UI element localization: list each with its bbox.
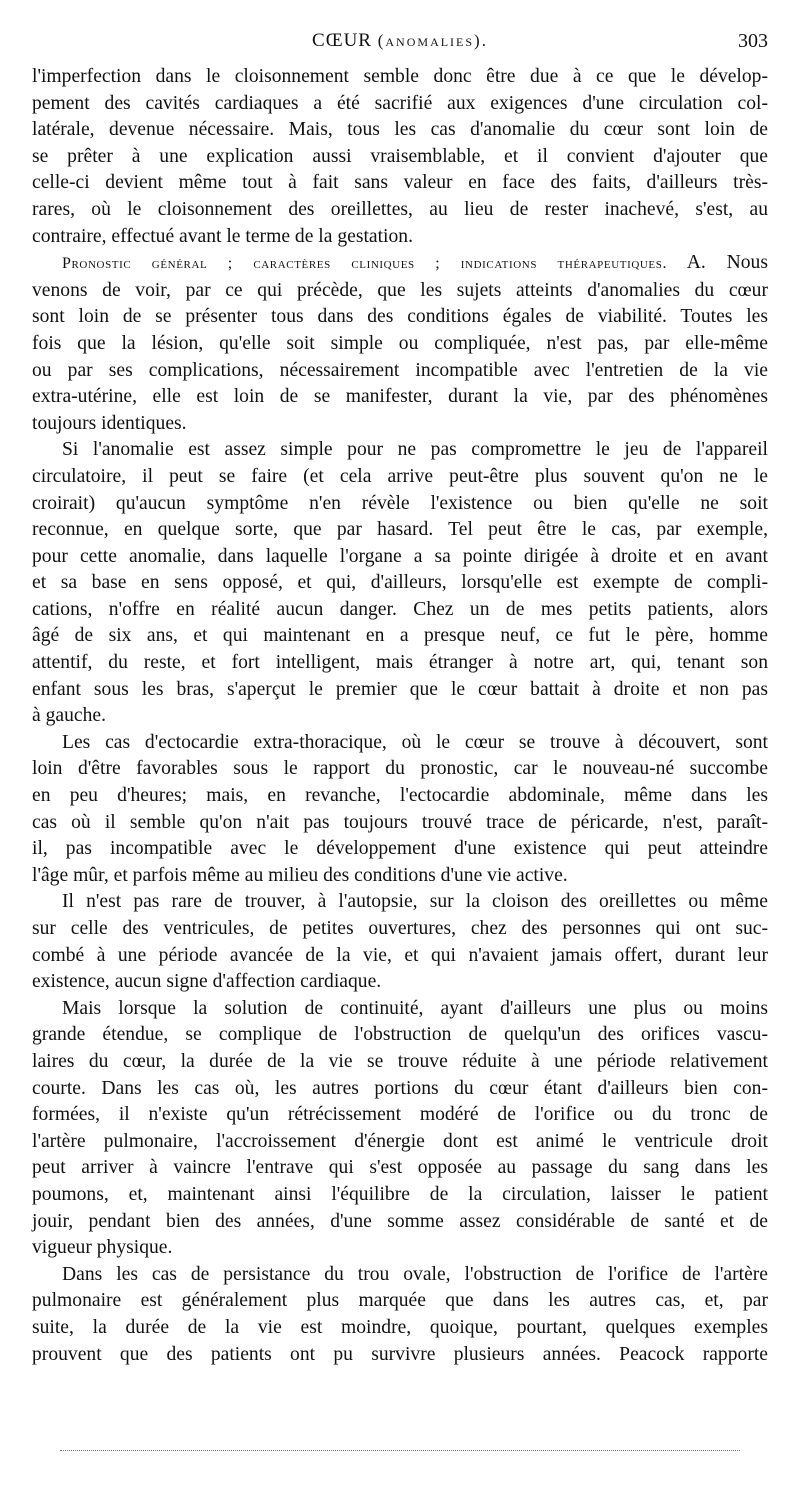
text-line: prouvent que des patients ont pu survivre plusieurs années. Peacock rapporte [32,1343,768,1365]
text-line: existence, aucun signe d'affection cardiaque. [32,971,382,993]
text-line: reconnue, en quelque sorte, que par hasard. Tel peut être le cas, par exemple, [32,519,768,541]
text-line: grande étendue, se complique de l'obstruction de quelqu'un des orifices vascu- [32,1024,768,1046]
text-line: Il n'est pas rare de trouver, à l'autopsie, sur la cloison des oreillettes ou même [62,891,768,913]
text-line: peut arriver à vaincre l'entrave qui s'est opposée au passage du sang dans les [32,1157,768,1179]
running-title [32,30,768,52]
text-line: extra-utérine, elle est loin de se manifester, durant la vie, par des phénomènes [32,386,768,408]
text-line: vigueur physique. [32,1237,173,1259]
text-line: formées, il n'existe qu'un rétrécissement modéré de l'orifice ou du tronc de [32,1104,768,1126]
body-text [32,64,768,1368]
text-line: combé à une période avancée de la vie, et qui n'avaient jamais offert, durant leur [32,944,768,966]
text-line: courte. Dans les cas où, les autres portions du cœur étant d'ailleurs bien con- [32,1077,768,1099]
text-line: loin d'être favorables sous le rapport du pronostic, car le nouveau-né succombe [32,758,768,780]
text-line: sont loin de se présenter tous dans des conditions égales de viabilité. Toutes les [32,306,768,328]
text-line: pulmonaire est généralement plus marquée que dans les autres cas, et, par [32,1290,768,1312]
text-line: suite, la durée de la vie est moindre, quoique, pourtant, quelques exemples [32,1316,768,1338]
text-line: jouir, pendant bien des années, d'une somme assez considérable de santé et de [32,1210,768,1232]
text-line: à gauche. [32,705,106,727]
text-line: toujours identiques. [32,412,187,434]
text-line: Dans les cas de persistance du trou ovale, l'obstruction de l'orifice de l'artère [62,1263,768,1285]
text-line: l'artère pulmonaire, l'accroissement d'énergie dont est animé le ventricule droit [32,1130,768,1152]
text-line: cations, n'offre en réalité aucun danger. Chez un de mes petits patients, alors [32,598,768,620]
text-line: se prêter à une explication aussi vraisemblable, et il convient d'ajouter que [32,145,768,167]
text-line: pour cette anomalie, dans laquelle l'organe a sa pointe dirigée à droite et en avant [32,545,768,567]
footer-dotted-rule [60,1450,740,1453]
text-line: âgé de six ans, et qui maintenant en a presque neuf, ce fut le père, homme [32,625,768,647]
text-line: l'imperfection dans le cloisonnement semble donc être due à ce que le dévelop- [32,66,768,87]
running-title-sub: (anomalies). [377,31,488,50]
text-line: Si l'anomalie est assez simple pour ne pas compromettre le jeu de l'appareil [62,439,768,461]
page-header [32,30,768,58]
text-line: venons de voir, par ce qui précède, que les sujets atteints d'anomalies du cœur [32,279,768,301]
text-line: croirait) qu'aucun symptôme n'en révèle l'existence ou bien qu'elle ne soit [32,492,768,514]
text-line: attentif, du reste, et fort intelligent, mais étranger à notre art, qui, tenant son [32,652,768,674]
text-line: enfant sous les bras, s'aperçut le premier que le cœur battait à droite et non pas [32,678,768,700]
text-line: Mais lorsque la solution de continuité, ayant d'ailleurs une plus ou moins [62,997,768,1019]
text-line: cas où il semble qu'on n'ait pas toujours trouvé trace de péricarde, n'est, paraît- [32,811,768,833]
text-line: poumons, et, maintenant ainsi l'équilibre de la circulation, laisser le patient [32,1183,768,1205]
running-title-main: CŒUR [312,30,372,51]
text-line: latérale, devenue nécessaire. Mais, tous les cas d'anomalie du cœur sont loin de [32,119,768,141]
text-line: laires du cœur, la durée de la vie se trouve réduite à une période relativement [32,1050,768,1072]
text-line: Les cas d'ectocardie extra-thoracique, où le cœur se trouve à découvert, sont [62,731,768,753]
text-line: sur celle des ventricules, de petites ouvertures, chez des personnes qui ont suc- [32,918,768,939]
page-number: 303 [738,30,768,52]
text-line: fois que la lésion, qu'elle soit simple ou compliquée, n'est pas, par elle-même [32,332,768,354]
section-heading-line [32,250,768,278]
text-line: ou par ses complications, nécessairement incompatible avec l'entretien de la vie [32,359,768,381]
text-line: contraire, effectué avant le terme de la gestation. [32,225,413,247]
text-line: en peu d'heures; mais, en revanche, l'ectocardie abdominale, même dans les [32,785,768,807]
text-line: il, pas incompatible avec le développement d'une existence qui peut atteindre [32,838,768,860]
text-line: l'âge mûr, et parfois même au milieu des conditions d'une vie active. [32,864,568,886]
text-line: circulatoire, il peut se faire (et cela arrive peut-être plus souvent qu'on ne le [32,465,768,487]
section-heading: Pronostic général ; caractères cliniques ; indications thérapeutiques. [62,255,668,273]
text-fragment: A. Nous [686,252,768,274]
text-line: rares, où le cloisonnement des oreillettes, au lieu de rester inachevé, s'est, au [32,198,768,220]
text-line: pement des cavités cardiaques a été sacrifié aux exigences d'une circulation col- [32,92,768,114]
text-line: et sa base en sens opposé, et qui, d'ailleurs, lorsqu'elle est exempte de compli- [32,572,768,594]
text-line: celle-ci devient même tout à fait sans valeur en face des faits, d'ailleurs très- [32,172,768,194]
